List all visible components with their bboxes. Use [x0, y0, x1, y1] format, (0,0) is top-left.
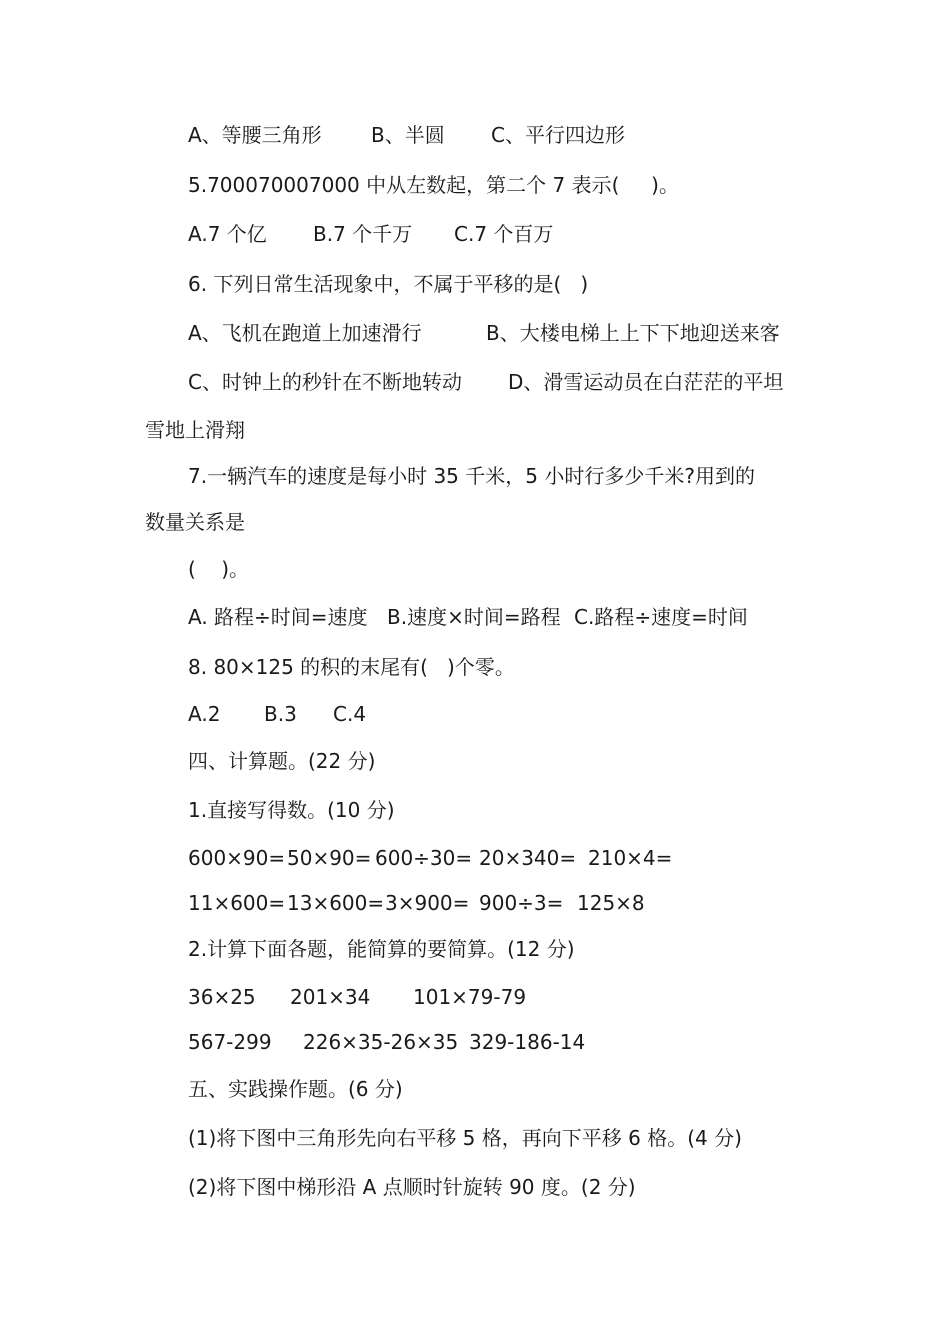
calc-item: 101×79-79: [413, 985, 527, 1009]
calc-item: 600÷30=: [375, 846, 473, 870]
calc-item: 600×90=: [188, 846, 286, 870]
q8-option-b: B.3: [264, 702, 297, 726]
q7-option-b: B.速度×时间=路程: [387, 605, 561, 629]
section4-part1-title: 1.直接写得数。(10 分): [188, 798, 395, 822]
calc-item: 125×8: [577, 891, 645, 915]
q8-option-c: C.4: [333, 702, 367, 726]
q7-stem-line1: 7.一辆汽车的速度是每小时 35 千米，5 小时行多少千米?用到的: [188, 464, 755, 488]
calc-item: 3×900=: [385, 891, 470, 915]
q6-option-d-continued: 雪地上滑翔: [145, 418, 245, 442]
q4-option-c: C、平行四边形: [491, 123, 625, 147]
calc-item: 567-299: [188, 1030, 272, 1054]
q7-option-c: C.路程÷速度=时间: [574, 605, 748, 629]
calc-item: 201×34: [290, 985, 371, 1009]
q5-stem: 5.700070007000 中从左数起，第二个 7 表示( )。: [188, 173, 679, 197]
q4-option-a: A、等腰三角形: [188, 123, 322, 147]
q8-option-a: A.2: [188, 702, 221, 726]
q6-option-c: C、时钟上的秒针在不断地转动: [188, 370, 462, 394]
q7-answer-blank: ( )。: [188, 557, 250, 581]
calc-item: 11×600=: [188, 891, 286, 915]
section5-title: 五、实践操作题。(6 分): [188, 1077, 403, 1101]
q5-option-a: A.7 个亿: [188, 222, 267, 246]
calc-item: 210×4=: [588, 846, 673, 870]
q4-option-b: B、半圆: [371, 123, 445, 147]
q5-option-c: C.7 个百万: [454, 222, 554, 246]
calc-item: 900÷3=: [479, 891, 564, 915]
section5-item1: (1)将下图中三角形先向右平移 5 格，再向下平移 6 格。(4 分): [188, 1126, 742, 1150]
q6-option-d: D、滑雪运动员在白茫茫的平坦: [508, 370, 784, 394]
q6-stem: 6. 下列日常生活现象中，不属于平移的是( ): [188, 272, 589, 296]
calc-item: 50×90=: [287, 846, 372, 870]
section4-title: 四、计算题。(22 分): [188, 749, 376, 773]
q7-option-a: A. 路程÷时间=速度: [188, 605, 368, 629]
q6-option-b: B、大楼电梯上上下下地迎送来客: [486, 321, 780, 345]
calc-item: 20×340=: [479, 846, 577, 870]
q5-option-b: B.7 个千万: [313, 222, 413, 246]
calc-item: 36×25: [188, 985, 256, 1009]
section5-item2: (2)将下图中梯形沿 A 点顺时针旋转 90 度。(2 分): [188, 1175, 636, 1199]
section4-part2-title: 2.计算下面各题，能简算的要简算。(12 分): [188, 937, 575, 961]
calc-item: 13×600=: [287, 891, 385, 915]
q7-stem-line2: 数量关系是: [145, 510, 245, 534]
calc-item: 226×35-26×35: [303, 1030, 459, 1054]
q8-stem: 8. 80×125 的积的末尾有( )个零。: [188, 655, 515, 679]
calc-item: 329-186-14: [469, 1030, 586, 1054]
q6-option-a: A、飞机在跑道上加速滑行: [188, 321, 422, 345]
